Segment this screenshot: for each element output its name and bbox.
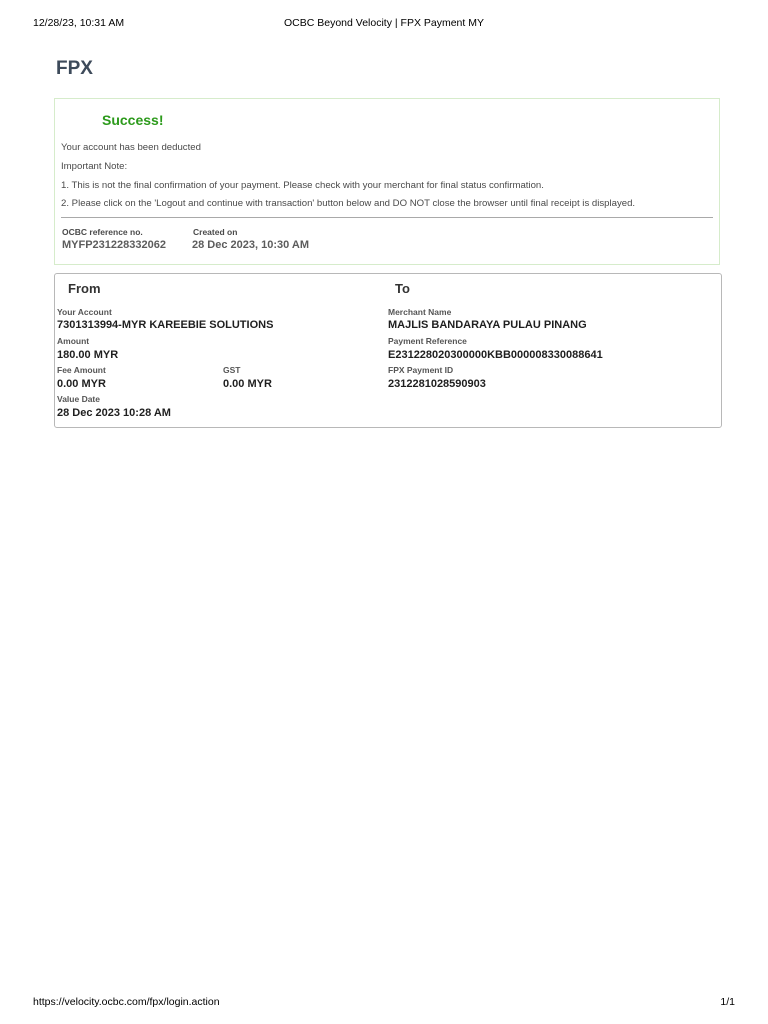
value-date-value: 28 Dec 2023 10:28 AM — [57, 407, 171, 419]
created-label: Created on — [193, 227, 238, 237]
important-note-1: 1. This is not the final confirmation of your payment. Please check with your merchant for final status confirmation. — [61, 180, 544, 191]
amount-value: 180.00 MYR — [57, 349, 119, 361]
your-account-value: 7301313994-MYR KAREEBIE SOLUTIONS — [57, 319, 274, 331]
gst-label: GST — [223, 365, 241, 375]
print-header — [33, 17, 735, 31]
page-title: FPX — [56, 58, 93, 79]
reference-label: OCBC reference no. — [62, 227, 143, 237]
important-note-2: 2. Please click on the 'Logout and continue with transaction' button below and DO NOT close the browser until final receipt is displayed. — [61, 198, 636, 209]
from-title: From — [68, 281, 101, 296]
print-footer — [33, 996, 735, 1010]
amount-label: Amount — [57, 336, 90, 346]
fee-amount-value: 0.00 MYR — [57, 378, 106, 390]
print-page-number: 1/1 — [720, 996, 735, 1008]
merchant-name-label: Merchant Name — [388, 307, 452, 317]
success-panel — [54, 98, 720, 265]
merchant-name-value: MAJLIS BANDARAYA PULAU PINANG — [388, 319, 587, 331]
transaction-details-panel — [54, 273, 722, 428]
payment-reference-label: Payment Reference — [388, 336, 467, 346]
fpx-payment-id-label: FPX Payment ID — [388, 365, 454, 375]
success-title: Success! — [102, 112, 164, 128]
print-timestamp: 12/28/23, 10:31 AM — [33, 17, 125, 29]
value-date-label: Value Date — [57, 394, 100, 404]
fpx-payment-id-value: 2312281028590903 — [388, 378, 486, 390]
divider — [61, 217, 713, 218]
your-account-label: Your Account — [57, 307, 112, 317]
payment-reference-value: E231228020300000KBB000008330088641 — [388, 349, 603, 361]
to-title: To — [395, 281, 410, 296]
fee-amount-label: Fee Amount — [57, 365, 106, 375]
print-url: https://velocity.ocbc.com/fpx/login.action — [33, 996, 220, 1008]
reference-value: MYFP231228332062 — [62, 239, 166, 251]
important-note-heading: Important Note: — [61, 161, 128, 172]
created-value: 28 Dec 2023, 10:30 AM — [192, 239, 309, 251]
print-document-title: OCBC Beyond Velocity | FPX Payment MY — [284, 17, 484, 29]
deduction-message: Your account has been deducted — [61, 142, 201, 153]
gst-value: 0.00 MYR — [223, 378, 272, 390]
